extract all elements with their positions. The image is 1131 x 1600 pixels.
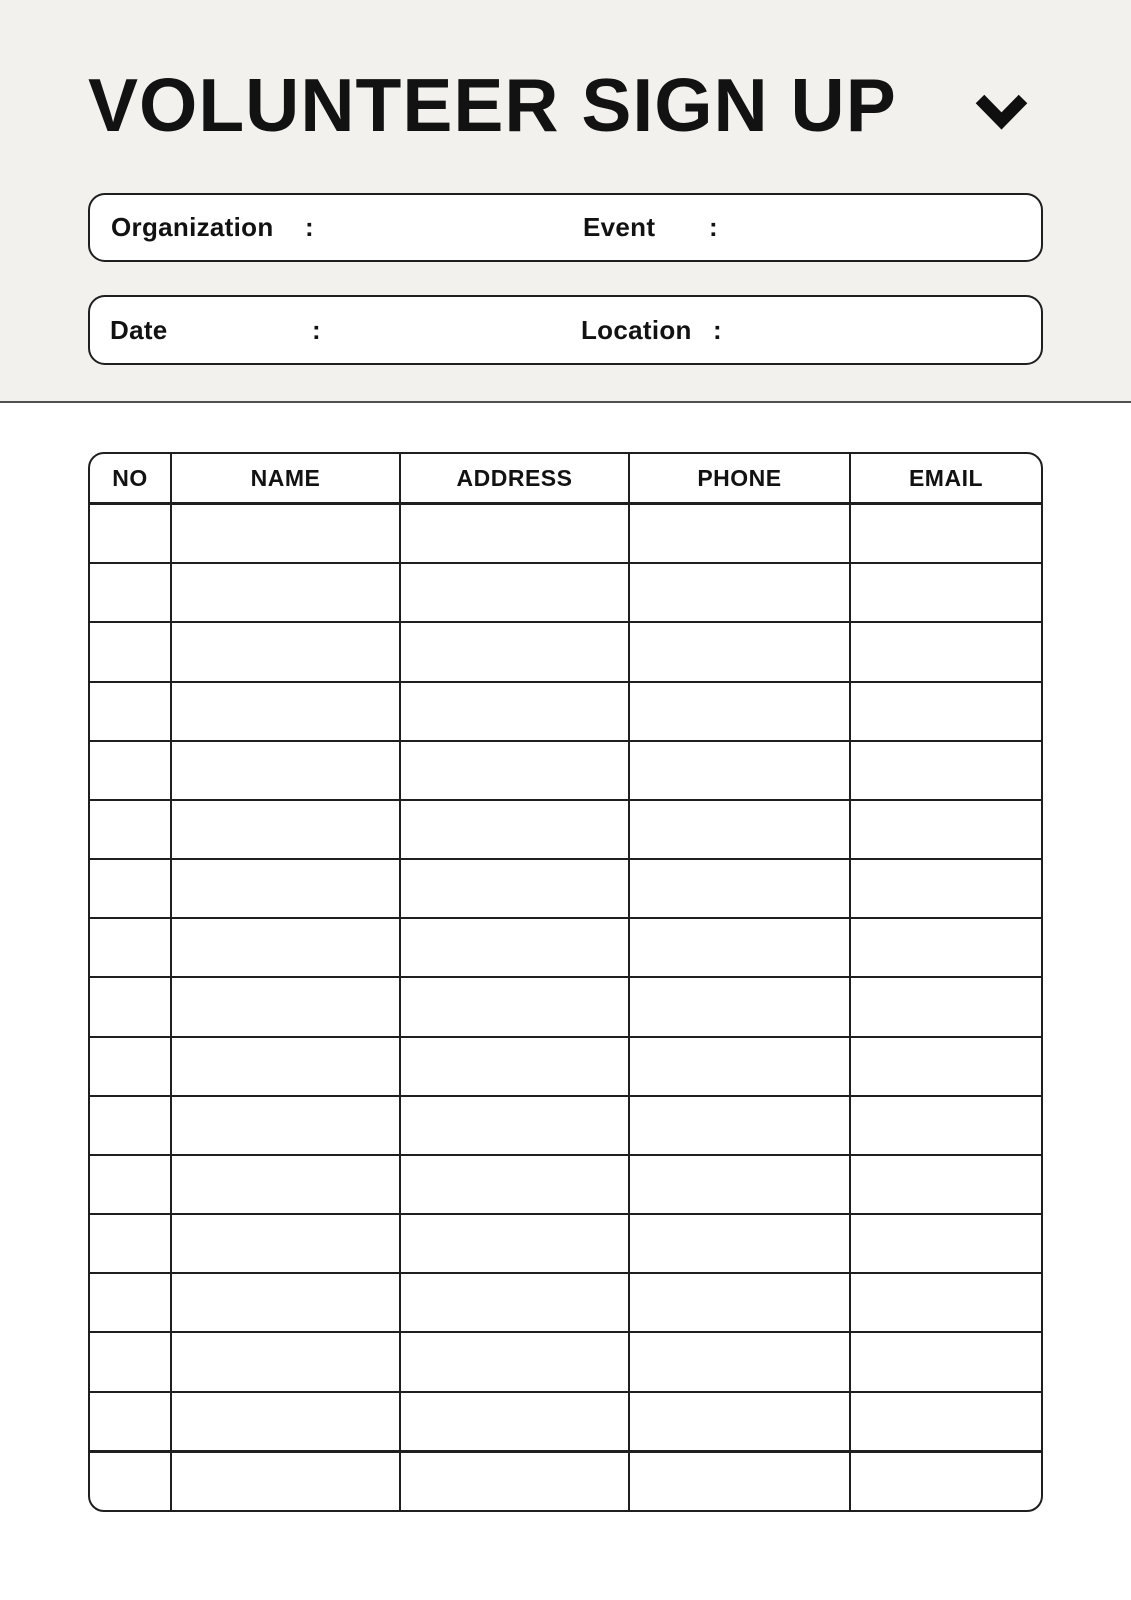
page-title: VOLUNTEER SIGN UP bbox=[88, 63, 897, 147]
table-row bbox=[90, 858, 1041, 917]
table-cell-name bbox=[170, 1097, 399, 1154]
table-cell-no bbox=[90, 1215, 170, 1272]
table-cell-address bbox=[399, 801, 628, 858]
table-cell-email bbox=[849, 1215, 1041, 1272]
table-cell-name bbox=[170, 623, 399, 680]
table-cell-name bbox=[170, 978, 399, 1035]
table-cell-address bbox=[399, 919, 628, 976]
table-cell-address bbox=[399, 564, 628, 621]
table-cell-phone bbox=[628, 505, 849, 562]
table-cell-address bbox=[399, 505, 628, 562]
table-cell-phone bbox=[628, 978, 849, 1035]
event-colon: : bbox=[709, 212, 718, 242]
table-cell-address bbox=[399, 978, 628, 1035]
table-row bbox=[90, 1272, 1041, 1331]
table-cell-address bbox=[399, 1156, 628, 1213]
event-label: Event bbox=[583, 212, 656, 242]
table-cell-address bbox=[399, 1038, 628, 1095]
table-cell-no bbox=[90, 860, 170, 917]
table-cell-phone bbox=[628, 1038, 849, 1095]
organization-event-box bbox=[88, 193, 1043, 262]
table-cell-no bbox=[90, 742, 170, 799]
table-cell-no bbox=[90, 683, 170, 740]
table-cell-no bbox=[90, 919, 170, 976]
table-cell-email bbox=[849, 683, 1041, 740]
table-cell-phone bbox=[628, 860, 849, 917]
table-cell-phone bbox=[628, 1156, 849, 1213]
header-section bbox=[0, 0, 1131, 403]
table-cell-address bbox=[399, 1274, 628, 1331]
table-cell-name bbox=[170, 1453, 399, 1510]
table-cell-email bbox=[849, 742, 1041, 799]
table-cell-email bbox=[849, 564, 1041, 621]
table-cell-no bbox=[90, 564, 170, 621]
table-cell-address bbox=[399, 623, 628, 680]
table-cell-no bbox=[90, 623, 170, 680]
table-cell-name bbox=[170, 505, 399, 562]
table-cell-name bbox=[170, 801, 399, 858]
table-cell-name bbox=[170, 1274, 399, 1331]
table-cell-phone bbox=[628, 623, 849, 680]
organization-colon: : bbox=[305, 212, 314, 242]
column-header-email: EMAIL bbox=[849, 454, 1041, 502]
table-cell-no bbox=[90, 801, 170, 858]
table-cell-no bbox=[90, 978, 170, 1035]
table-row bbox=[90, 976, 1041, 1035]
table-cell-no bbox=[90, 505, 170, 562]
table-cell-phone bbox=[628, 1097, 849, 1154]
table-cell-email bbox=[849, 623, 1041, 680]
date-location-box bbox=[88, 295, 1043, 365]
table-cell-email bbox=[849, 978, 1041, 1035]
table-cell-no bbox=[90, 1333, 170, 1390]
table-cell-name bbox=[170, 742, 399, 799]
table-cell-phone bbox=[628, 1333, 849, 1390]
date-label: Date bbox=[110, 314, 168, 345]
table-cell-name bbox=[170, 1215, 399, 1272]
table-cell-phone bbox=[628, 1453, 849, 1510]
table-row bbox=[90, 1213, 1041, 1272]
table-cell-phone bbox=[628, 1393, 849, 1450]
table-cell-email bbox=[849, 1333, 1041, 1390]
table-cell-name bbox=[170, 683, 399, 740]
table-cell-name bbox=[170, 919, 399, 976]
table-cell-phone bbox=[628, 801, 849, 858]
column-header-no: NO bbox=[112, 464, 148, 491]
table-row bbox=[90, 505, 1041, 562]
table-cell-name bbox=[170, 1038, 399, 1095]
table-cell-address bbox=[399, 683, 628, 740]
table-row bbox=[90, 1036, 1041, 1095]
table-cell-email bbox=[849, 919, 1041, 976]
table-cell-email bbox=[849, 1393, 1041, 1450]
table-row bbox=[90, 740, 1041, 799]
table-header-row bbox=[90, 454, 1041, 505]
table-cell-email bbox=[849, 801, 1041, 858]
table-cell-no bbox=[90, 1038, 170, 1095]
table-cell-phone bbox=[628, 1274, 849, 1331]
table-cell-phone bbox=[628, 564, 849, 621]
table-cell-name bbox=[170, 1156, 399, 1213]
table-cell-no bbox=[90, 1156, 170, 1213]
column-header-address: ADDRESS bbox=[399, 454, 628, 502]
column-header-name: NAME bbox=[170, 454, 399, 502]
date-colon: : bbox=[312, 314, 321, 345]
table-cell-phone bbox=[628, 742, 849, 799]
table-cell-address bbox=[399, 1215, 628, 1272]
location-label: Location bbox=[581, 314, 692, 345]
table-cell-no bbox=[90, 1274, 170, 1331]
table-cell-no bbox=[90, 1393, 170, 1450]
table-cell-name bbox=[170, 860, 399, 917]
table-cell-address bbox=[399, 860, 628, 917]
column-header-phone: PHONE bbox=[628, 454, 849, 502]
table-cell-email bbox=[849, 505, 1041, 562]
table-cell-no bbox=[90, 1097, 170, 1154]
table-cell-address bbox=[399, 1393, 628, 1450]
table-row bbox=[90, 621, 1041, 680]
table-row bbox=[90, 1331, 1041, 1390]
table-row bbox=[90, 917, 1041, 976]
location-colon: : bbox=[713, 314, 722, 345]
signup-table bbox=[88, 452, 1043, 1512]
table-cell-email bbox=[849, 1156, 1041, 1213]
table-cell-name bbox=[170, 1333, 399, 1390]
chevron-down-icon[interactable] bbox=[973, 92, 1030, 130]
table-row bbox=[90, 1391, 1041, 1450]
table-cell-name bbox=[170, 1393, 399, 1450]
table-cell-address bbox=[399, 1333, 628, 1390]
table-cell-no bbox=[90, 1453, 170, 1510]
table-row bbox=[90, 799, 1041, 858]
table-row bbox=[90, 681, 1041, 740]
table-cell-address bbox=[399, 1453, 628, 1510]
table-cell-phone bbox=[628, 1215, 849, 1272]
table-cell-phone bbox=[628, 683, 849, 740]
table-cell-email bbox=[849, 1274, 1041, 1331]
table-cell-address bbox=[399, 1097, 628, 1154]
table-body bbox=[90, 505, 1041, 1510]
table-row bbox=[90, 1095, 1041, 1154]
table-cell-email bbox=[849, 1097, 1041, 1154]
table-cell-email bbox=[849, 860, 1041, 917]
table-cell-phone bbox=[628, 919, 849, 976]
table-row bbox=[90, 1154, 1041, 1213]
table-row bbox=[90, 562, 1041, 621]
table-cell-email bbox=[849, 1453, 1041, 1510]
table-cell-name bbox=[170, 564, 399, 621]
organization-label: Organization bbox=[111, 212, 274, 242]
table-cell-address bbox=[399, 742, 628, 799]
table-cell-email bbox=[849, 1038, 1041, 1095]
table-row bbox=[90, 1450, 1041, 1510]
